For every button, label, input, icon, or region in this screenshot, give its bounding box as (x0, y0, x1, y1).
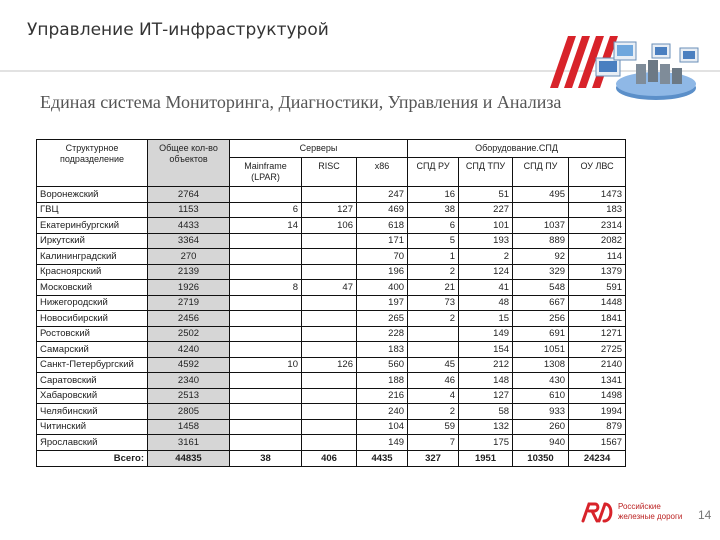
cell-spd-pu: 667 (513, 295, 569, 311)
table-row (37, 373, 626, 389)
cell-x86: 171 (357, 233, 408, 249)
total-mainframe: 38 (230, 450, 302, 466)
cell-unit: ГВЦ (37, 202, 148, 218)
header-unit: Структурное подразделение (37, 140, 148, 187)
cell-spd-ru: 21 (408, 280, 459, 296)
cell-total: 2502 (148, 326, 230, 342)
header-servers: Серверы (230, 140, 408, 158)
cell-spd-ru: 2 (408, 264, 459, 280)
cell-spd-pu: 495 (513, 187, 569, 203)
rzd-logo-icon (580, 500, 614, 524)
cell-risc: 126 (302, 357, 357, 373)
cell-risc (302, 264, 357, 280)
table-row (37, 249, 626, 265)
table-row (37, 295, 626, 311)
cell-spd-tpu: 175 (459, 435, 513, 451)
cell-total: 2719 (148, 295, 230, 311)
cell-ou-lvs: 2082 (569, 233, 626, 249)
cell-mainframe (230, 342, 302, 358)
cell-spd-pu: 260 (513, 419, 569, 435)
table-row (37, 311, 626, 327)
cell-total: 1926 (148, 280, 230, 296)
cell-mainframe (230, 326, 302, 342)
cell-spd-tpu: 48 (459, 295, 513, 311)
cell-spd-ru: 73 (408, 295, 459, 311)
cell-ou-lvs: 1473 (569, 187, 626, 203)
header-spd-ru: СПД РУ (408, 158, 459, 187)
total-x86: 4435 (357, 450, 408, 466)
cell-x86: 618 (357, 218, 408, 234)
cell-x86: 197 (357, 295, 408, 311)
cell-total: 2764 (148, 187, 230, 203)
cell-spd-pu: 548 (513, 280, 569, 296)
cell-unit: Челябинский (37, 404, 148, 420)
cell-spd-tpu: 41 (459, 280, 513, 296)
cell-spd-tpu: 124 (459, 264, 513, 280)
cell-spd-pu: 256 (513, 311, 569, 327)
cell-spd-ru: 1 (408, 249, 459, 265)
cell-x86: 183 (357, 342, 408, 358)
total-total: 44835 (148, 450, 230, 466)
table-row (37, 435, 626, 451)
cell-total: 2805 (148, 404, 230, 420)
cell-x86: 560 (357, 357, 408, 373)
total-spd-pu: 10350 (513, 450, 569, 466)
cell-x86: 265 (357, 311, 408, 327)
cell-mainframe: 10 (230, 357, 302, 373)
table-row (37, 264, 626, 280)
cell-unit: Санкт-Петербургский (37, 357, 148, 373)
cell-spd-pu: 1037 (513, 218, 569, 234)
cell-spd-ru: 2 (408, 311, 459, 327)
cell-risc: 106 (302, 218, 357, 234)
table-row (37, 357, 626, 373)
cell-ou-lvs: 1379 (569, 264, 626, 280)
total-risc: 406 (302, 450, 357, 466)
cell-spd-pu (513, 202, 569, 218)
total-ou-lvs: 24234 (569, 450, 626, 466)
table-row (37, 342, 626, 358)
company-name: Российские железные дороги (618, 502, 683, 521)
cell-risc (302, 233, 357, 249)
cell-unit: Ярославский (37, 435, 148, 451)
cell-ou-lvs: 114 (569, 249, 626, 265)
table-row (37, 326, 626, 342)
cell-ou-lvs: 1341 (569, 373, 626, 389)
cell-unit: Екатеринбургский (37, 218, 148, 234)
cell-total: 4592 (148, 357, 230, 373)
cell-risc (302, 249, 357, 265)
header-x86: x86 (357, 158, 408, 187)
cell-spd-tpu: 193 (459, 233, 513, 249)
cell-mainframe (230, 187, 302, 203)
cell-unit: Хабаровский (37, 388, 148, 404)
cell-mainframe (230, 249, 302, 265)
total-unit: Всего: (37, 450, 148, 466)
header-equipment: Оборудование.СПД (408, 140, 626, 158)
cell-spd-ru (408, 342, 459, 358)
cell-mainframe: 6 (230, 202, 302, 218)
cell-mainframe: 14 (230, 218, 302, 234)
table-row (37, 419, 626, 435)
cell-spd-pu: 1308 (513, 357, 569, 373)
cell-spd-ru: 2 (408, 404, 459, 420)
cell-risc (302, 388, 357, 404)
cell-total: 2456 (148, 311, 230, 327)
header-spd-tpu: СПД ТПУ (459, 158, 513, 187)
cell-spd-tpu: 149 (459, 326, 513, 342)
page-number: 14 (698, 508, 712, 522)
cell-spd-tpu: 212 (459, 357, 513, 373)
cell-unit: Самарский (37, 342, 148, 358)
cell-spd-pu: 933 (513, 404, 569, 420)
cell-spd-pu: 889 (513, 233, 569, 249)
cell-x86: 149 (357, 435, 408, 451)
cell-total: 4240 (148, 342, 230, 358)
cell-spd-ru: 46 (408, 373, 459, 389)
header-total: Общее кол-во объектов (148, 140, 230, 187)
cell-spd-pu: 610 (513, 388, 569, 404)
total-spd-tpu: 1951 (459, 450, 513, 466)
table-row (37, 404, 626, 420)
cell-unit: Ростовский (37, 326, 148, 342)
cell-spd-pu: 430 (513, 373, 569, 389)
header-spd-pu: СПД ПУ (513, 158, 569, 187)
cell-risc (302, 311, 357, 327)
cell-spd-ru: 16 (408, 187, 459, 203)
cell-total: 2340 (148, 373, 230, 389)
cell-total: 1458 (148, 419, 230, 435)
cell-spd-ru: 59 (408, 419, 459, 435)
cell-spd-pu: 92 (513, 249, 569, 265)
table-row (37, 202, 626, 218)
cell-mainframe (230, 373, 302, 389)
cell-spd-pu: 940 (513, 435, 569, 451)
cell-spd-tpu: 227 (459, 202, 513, 218)
cell-x86: 469 (357, 202, 408, 218)
cell-ou-lvs: 1498 (569, 388, 626, 404)
cell-ou-lvs: 2140 (569, 357, 626, 373)
table-row (37, 280, 626, 296)
header-ou-lvs: ОУ ЛВС (569, 158, 626, 187)
cell-spd-ru: 6 (408, 218, 459, 234)
cell-total: 3364 (148, 233, 230, 249)
cell-spd-tpu: 148 (459, 373, 513, 389)
cell-risc: 127 (302, 202, 357, 218)
totals-row (37, 450, 626, 466)
cell-risc (302, 326, 357, 342)
cell-ou-lvs: 2725 (569, 342, 626, 358)
cell-spd-pu: 329 (513, 264, 569, 280)
cell-risc (302, 187, 357, 203)
cell-spd-tpu: 15 (459, 311, 513, 327)
cell-x86: 188 (357, 373, 408, 389)
cell-x86: 70 (357, 249, 408, 265)
cell-total: 4433 (148, 218, 230, 234)
cell-unit: Иркутский (37, 233, 148, 249)
cell-mainframe (230, 233, 302, 249)
cell-mainframe (230, 435, 302, 451)
cell-ou-lvs: 183 (569, 202, 626, 218)
table-row (37, 388, 626, 404)
cell-mainframe (230, 404, 302, 420)
cell-unit: Красноярский (37, 264, 148, 280)
cell-unit: Новосибирский (37, 311, 148, 327)
cell-spd-ru: 45 (408, 357, 459, 373)
cell-x86: 240 (357, 404, 408, 420)
cell-mainframe: 8 (230, 280, 302, 296)
cell-risc (302, 295, 357, 311)
cell-total: 270 (148, 249, 230, 265)
infrastructure-table (36, 139, 626, 467)
cell-spd-tpu: 51 (459, 187, 513, 203)
cell-total: 3161 (148, 435, 230, 451)
cell-spd-tpu: 127 (459, 388, 513, 404)
table-row (37, 187, 626, 203)
cell-spd-tpu: 132 (459, 419, 513, 435)
cell-unit: Московский (37, 280, 148, 296)
cell-mainframe (230, 295, 302, 311)
cell-total: 1153 (148, 202, 230, 218)
cell-unit: Нижегородский (37, 295, 148, 311)
cell-ou-lvs: 879 (569, 419, 626, 435)
cell-spd-pu: 691 (513, 326, 569, 342)
cell-unit: Саратовский (37, 373, 148, 389)
cell-spd-ru: 7 (408, 435, 459, 451)
total-spd-ru: 327 (408, 450, 459, 466)
slide-subtitle: Единая система Мониторинга, Диагностики, Управления и Анализа (40, 92, 562, 112)
cell-ou-lvs: 1841 (569, 311, 626, 327)
cell-spd-ru (408, 326, 459, 342)
cell-risc (302, 435, 357, 451)
cell-ou-lvs: 1448 (569, 295, 626, 311)
cell-total: 2139 (148, 264, 230, 280)
cell-spd-tpu: 58 (459, 404, 513, 420)
cell-x86: 104 (357, 419, 408, 435)
cell-mainframe (230, 388, 302, 404)
cell-mainframe (230, 264, 302, 280)
cell-spd-pu: 1051 (513, 342, 569, 358)
cell-risc: 47 (302, 280, 357, 296)
cell-risc (302, 404, 357, 420)
cell-spd-tpu: 101 (459, 218, 513, 234)
cell-x86: 196 (357, 264, 408, 280)
cell-x86: 247 (357, 187, 408, 203)
cell-spd-ru: 5 (408, 233, 459, 249)
cell-x86: 216 (357, 388, 408, 404)
cell-ou-lvs: 1271 (569, 326, 626, 342)
table-row (37, 233, 626, 249)
cell-spd-tpu: 2 (459, 249, 513, 265)
cell-unit: Калининградский (37, 249, 148, 265)
cell-spd-tpu: 154 (459, 342, 513, 358)
header-risc: RISC (302, 158, 357, 187)
cell-spd-ru: 38 (408, 202, 459, 218)
table-row (37, 218, 626, 234)
cell-ou-lvs: 591 (569, 280, 626, 296)
page-header-title: Управление ИТ-инфраструктурой (27, 20, 329, 40)
cell-risc (302, 342, 357, 358)
header-mainframe: Mainframe (LPAR) (230, 158, 302, 187)
cell-risc (302, 419, 357, 435)
cell-total: 2513 (148, 388, 230, 404)
cell-mainframe (230, 311, 302, 327)
cell-spd-ru: 4 (408, 388, 459, 404)
cell-unit: Воронежский (37, 187, 148, 203)
cell-ou-lvs: 1994 (569, 404, 626, 420)
cell-ou-lvs: 1567 (569, 435, 626, 451)
cell-x86: 228 (357, 326, 408, 342)
cell-unit: Читинский (37, 419, 148, 435)
cell-ou-lvs: 2314 (569, 218, 626, 234)
cell-mainframe (230, 419, 302, 435)
server-cluster-illustration (586, 30, 706, 102)
cell-risc (302, 373, 357, 389)
cell-x86: 400 (357, 280, 408, 296)
